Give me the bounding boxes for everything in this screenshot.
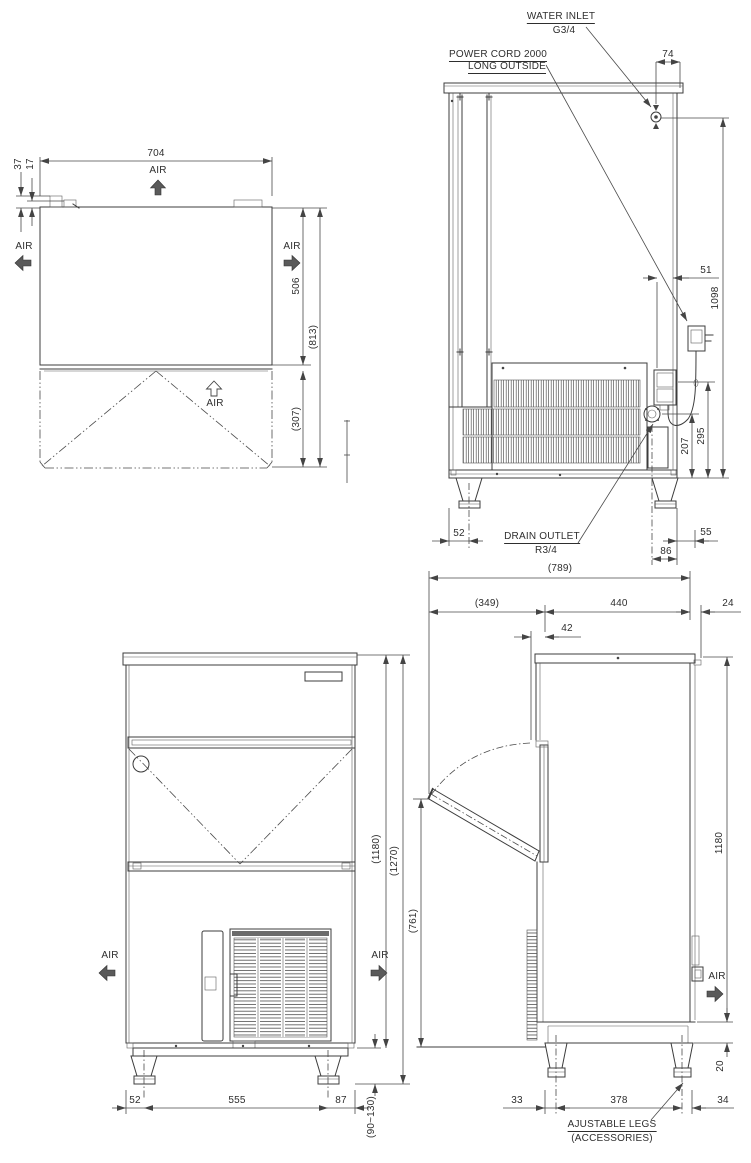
- dim-24: 24: [722, 598, 734, 609]
- dim-813: (813): [308, 324, 319, 350]
- air-label-left: AIR: [15, 241, 33, 252]
- dim-51: 51: [700, 265, 712, 276]
- dim-37: 37: [13, 158, 24, 170]
- dim-55: 55: [700, 527, 712, 538]
- front-view: [99, 653, 410, 1114]
- front-condenser-grille: [230, 929, 331, 1048]
- water-inlet-leader: [586, 27, 651, 107]
- dim-295: 295: [696, 427, 707, 445]
- dim-52-rear: 52: [453, 528, 465, 539]
- water-inlet-size: G3/4: [552, 25, 576, 36]
- rear-vent-grille: [463, 363, 647, 470]
- dim-20: 20: [715, 1060, 726, 1072]
- dim-52-front: 52: [129, 1095, 141, 1106]
- adjustable-legs-label2: (ACCESSORIES): [571, 1133, 653, 1144]
- side-view: [413, 571, 741, 1120]
- bin-bottom-rail: [128, 862, 355, 871]
- air-arrow-left-icon: [15, 256, 31, 271]
- air-label-right: AIR: [283, 241, 301, 252]
- dim-555: 555: [228, 1095, 246, 1106]
- front-top-cap: [123, 653, 357, 665]
- power-cord-leader: [546, 65, 687, 321]
- dim-440: 440: [610, 598, 628, 609]
- rear-view: [432, 27, 729, 565]
- air-arrow-right-icon: [284, 256, 300, 271]
- rear-legs: [456, 478, 678, 508]
- dim-761: (761): [408, 908, 419, 934]
- door-swing-arc: [431, 743, 530, 795]
- drain-outlet-label: DRAIN OUTLET: [504, 531, 580, 542]
- water-inlet-fitting: [651, 105, 661, 129]
- water-inlet-label: WATER INLET: [526, 11, 596, 22]
- dim-74: 74: [662, 49, 674, 60]
- top-view: [15, 157, 350, 483]
- bin-door-swing: [129, 749, 352, 864]
- front-legs: [131, 1056, 341, 1084]
- air-label-front-right: AIR: [371, 950, 389, 961]
- dim-17: 17: [25, 158, 36, 170]
- side-top-cap: [535, 654, 695, 663]
- door-lock: [133, 756, 149, 772]
- base-frame: [133, 1048, 348, 1056]
- dim-704: 704: [147, 148, 165, 159]
- side-legs: [545, 1043, 693, 1077]
- bin-door-open: [428, 788, 539, 861]
- hinge-tab: [64, 200, 76, 207]
- air-label-front: AIR: [206, 398, 224, 409]
- nameplate: [305, 672, 342, 681]
- air-arrow-front-icon: [207, 381, 222, 396]
- dim-1098: 1098: [710, 286, 721, 310]
- dim-90-130: (90~130): [366, 1096, 377, 1138]
- hinge-tab: [50, 196, 62, 207]
- hinge-tab: [234, 200, 262, 207]
- dim-42: 42: [561, 623, 573, 634]
- drain-fitting: [644, 406, 668, 468]
- dim-33: 33: [511, 1095, 523, 1106]
- dim-378: 378: [610, 1095, 628, 1106]
- dim-1270: (1270): [389, 845, 400, 877]
- dim-86: 86: [660, 546, 672, 557]
- air-arrow-up-icon: [151, 180, 166, 195]
- dim-1180-front: (1180): [371, 834, 382, 864]
- dim-349: (349): [474, 598, 500, 609]
- air-arrow-right-icon: [707, 987, 723, 1002]
- dim-1180-side: 1180: [714, 831, 725, 855]
- air-label-side: AIR: [708, 971, 726, 982]
- door-swing-area: [40, 371, 272, 468]
- dim-506: 506: [291, 277, 302, 295]
- rear-bracket: [692, 936, 699, 965]
- dim-307: (307): [291, 406, 302, 432]
- drain-outlet-size: R3/4: [535, 545, 557, 556]
- side-louver-strip: [527, 930, 537, 1040]
- adjustable-legs-label: AJUSTABLE LEGS: [567, 1119, 657, 1130]
- air-label-top: AIR: [149, 165, 167, 176]
- top-view-cabinet-outline: [40, 207, 272, 365]
- air-label-front-left: AIR: [101, 950, 119, 961]
- dim-87: 87: [335, 1095, 347, 1106]
- dim-207: 207: [680, 437, 691, 455]
- legs-leader: [651, 1083, 683, 1120]
- power-cord-label2: LONG OUTSIDE: [468, 61, 546, 72]
- rear-top-cap: [444, 83, 683, 93]
- air-outlet-box: [692, 967, 703, 981]
- rear-left-channel: [449, 94, 492, 407]
- dim-789: (789): [547, 563, 573, 574]
- bin-top-rail: [128, 737, 355, 748]
- power-cord-label: POWER CORD 2000: [448, 49, 548, 60]
- power-plug: [688, 326, 713, 351]
- air-arrow-right-icon: [371, 966, 387, 981]
- dim-34: 34: [717, 1095, 729, 1106]
- air-arrow-left-icon: [99, 966, 115, 981]
